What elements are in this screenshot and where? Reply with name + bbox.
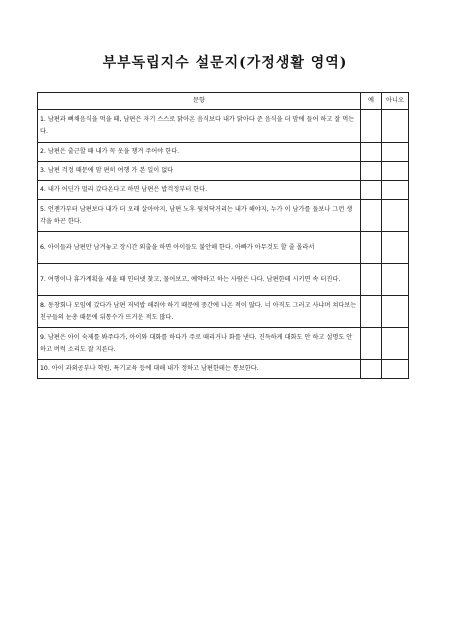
question-text: 1. 남편과 뼈채음식을 먹을 때, 남편은 자기 스스로 닭아온 음식보다 내가 닭아다 준 음식을 더 맘에 들어 하고 잘 먹는다. [38, 110, 361, 143]
question-text: 2. 남편은 출근할 때 내가 꼭 옷을 챙겨 주어야 한다. [38, 143, 361, 162]
no-cell[interactable] [382, 143, 409, 162]
question-text: 5. 언젠가부터 남편보다 내가 더 오래 살아야지, 남편 노후 뒷치닥거리는 내가 해야지, 누가 이 남가를 돌보나 그런 생각을 하곤 한다. [38, 200, 361, 232]
table-row [38, 232, 409, 264]
yes-cell[interactable] [361, 296, 382, 328]
no-cell[interactable] [382, 296, 409, 328]
survey-table [37, 92, 409, 379]
yes-cell[interactable] [361, 181, 382, 200]
yes-cell[interactable] [361, 162, 382, 181]
header-yes: 예 [361, 93, 382, 110]
yes-cell[interactable] [361, 200, 382, 232]
no-cell[interactable] [382, 110, 409, 143]
no-cell[interactable] [382, 181, 409, 200]
yes-cell[interactable] [361, 264, 382, 296]
table-row [38, 110, 409, 143]
table-row [38, 264, 409, 296]
yes-cell[interactable] [361, 232, 382, 264]
table-row [38, 200, 409, 232]
question-text: 9. 남편은 아이 숙제를 봐주다가, 아이와 대화를 하다가 주로 때리거나 화를 낸다. 진득하게 대화도 안 하고 설명도 안 하고 버럭 소리도 잘 지른다. [38, 328, 361, 360]
question-text: 10. 아이 과외공부나 학원, 특기교육 등에 대해 내가 정하고 남편한테는 통보한다. [38, 360, 361, 379]
no-cell[interactable] [382, 232, 409, 264]
no-cell[interactable] [382, 360, 409, 379]
page-title: 부부독립지수 설문지(가정생활 영역) [102, 55, 348, 71]
yes-cell[interactable] [361, 360, 382, 379]
question-text: 3. 남편 걱정 때문에 맘 편히 여행 가 본 일이 없다 [38, 162, 361, 181]
question-text: 6. 아이들과 남편만 남겨놓고 장시간 외출을 하면 아이들도 불안해 한다. 아빠가 아무것도 할 줄 몰라서 [38, 232, 361, 264]
no-cell[interactable] [382, 328, 409, 360]
question-text: 8. 동창회나 모임에 갔다가 남편 저녁밥 해줘야 하기 때문에 중간에 나온 적이 많다. 너 아직도 그러고 사냐며 쳐다보는 친구들의 눈총 때문에 뒤통수가 뜨거운 적도 많다. [38, 296, 361, 328]
yes-cell[interactable] [361, 143, 382, 162]
table-row [38, 296, 409, 328]
header-question: 문항 [38, 93, 361, 110]
yes-cell[interactable] [361, 110, 382, 143]
question-text: 4. 내가 어딘가 멀리 갔다온다고 하면 남편은 밥걱정부터 한다. [38, 181, 361, 200]
no-cell[interactable] [382, 264, 409, 296]
table-row [38, 162, 409, 181]
question-text: 7. 여행이나 휴가계획을 세울 때 인터넷 찾고, 물어보고, 예약하고 하는 사람은 나다. 남편한테 시키면 속 터진다. [38, 264, 361, 296]
table-row [38, 143, 409, 162]
table-row [38, 328, 409, 360]
no-cell[interactable] [382, 162, 409, 181]
table-header-row [38, 93, 409, 110]
no-cell[interactable] [382, 200, 409, 232]
table-row [38, 181, 409, 200]
header-no: 아니오 [382, 93, 409, 110]
table-row [38, 360, 409, 379]
yes-cell[interactable] [361, 328, 382, 360]
